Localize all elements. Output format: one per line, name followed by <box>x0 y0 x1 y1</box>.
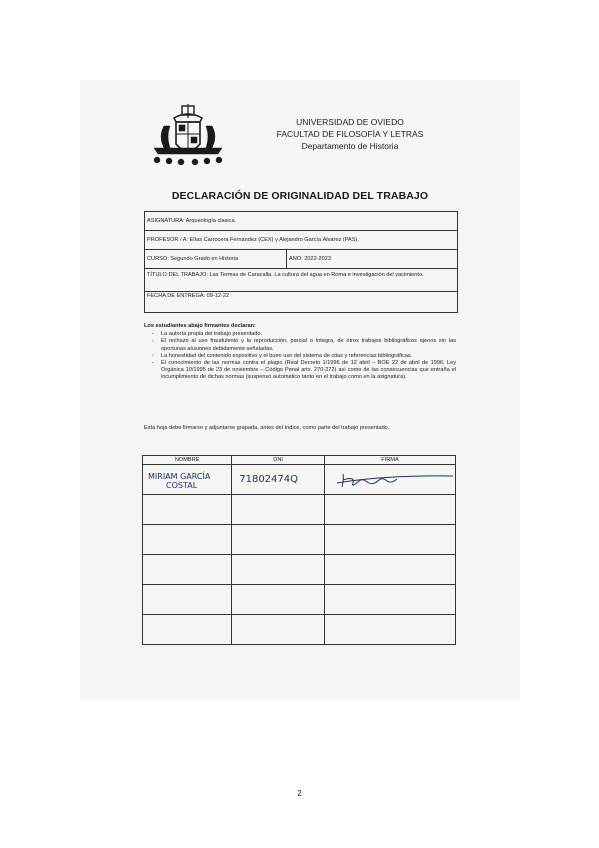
declaration-item: - El rechazo al uso fraudulento y la reproducción, parcial o íntegra, de otros trabajos bibliográficos ajenos sin las oportunas alusiones debidamente señaladas. <box>161 338 456 352</box>
firma-cell[interactable] <box>325 555 456 585</box>
nombre-cell[interactable] <box>143 585 232 615</box>
signature-header-row <box>143 456 456 465</box>
asignatura-field: ASIGNATURA: Arqueología clasica. <box>147 218 237 224</box>
signature-row[interactable] <box>143 465 456 495</box>
titulo-row <box>145 269 457 292</box>
profesor-field: PROFESOR / A: Elías Carrocera Fernández (CEX) y Alejandro García Álvarez (PAS). <box>147 237 359 243</box>
dni-cell[interactable] <box>232 555 325 585</box>
dni-cell[interactable] <box>232 495 325 525</box>
column-header-nombre: NOMBRE <box>143 456 232 465</box>
signature-row[interactable] <box>143 615 456 645</box>
column-header-firma: FIRMA <box>325 456 456 465</box>
firma-cell[interactable] <box>325 525 456 555</box>
nombre-cell[interactable] <box>143 615 232 645</box>
firma-cell[interactable] <box>325 585 456 615</box>
university-name: UNIVERSIDAD DE OVIEDO <box>296 117 404 127</box>
page-number: 2 <box>297 789 302 798</box>
anio-field: AÑO: 2022-2023 <box>289 256 331 262</box>
nombre-cell[interactable] <box>143 555 232 585</box>
fecha-field: FECHA DE ENTREGA: 09-12-22 <box>147 293 230 299</box>
column-header-dni: DNI <box>232 456 325 465</box>
instruction-note: Esta hoja debe firmarse y adjuntarse grapada, antes del índice, como parte del trabajo presentado. <box>144 425 390 431</box>
nombre-cell[interactable] <box>143 465 232 495</box>
signature-row[interactable] <box>143 525 456 555</box>
university-crest-logo <box>150 104 226 168</box>
signature-table <box>142 455 456 645</box>
declaration-item: - La honestidad del contenido expositivo y el buen uso del sistema de citas y referencias bibliográficas. <box>161 353 456 360</box>
declaration-heading: Los estudiantes abajo firmantes declaran: <box>144 323 256 329</box>
handwritten-dni: 71802474Q <box>239 474 299 485</box>
titulo-field: TÍTULO DEL TRABAJO: Las Termas de Caracalla. La cultura del agua en Roma e investigación del yacimiento. <box>147 272 424 278</box>
firma-cell[interactable] <box>325 465 456 495</box>
declaration-section <box>144 323 456 382</box>
signature-row[interactable] <box>143 495 456 525</box>
dni-cell[interactable] <box>232 465 325 495</box>
declaration-item: - El conocimiento de las normas contra el plagio (Real Decreto 1/1996 de 12 abril – BOE 22 de abril de 1996; Ley Orgánica 10/1995 de 23 de noviembre – Código Penal arts. 270-272) así como de las consecuencias que entraña el incumplimiento de dichas normas (suspenso automático tanto en el trabajo como en la asignatura). <box>161 360 456 382</box>
department-name: Departamento de Historia <box>301 141 399 151</box>
university-header <box>250 116 450 152</box>
fecha-row <box>145 292 457 312</box>
course-info-table <box>144 211 458 313</box>
document-title: DECLARACIÓN DE ORIGINALIDAD DEL TRABAJO <box>171 190 429 202</box>
firma-cell[interactable] <box>325 615 456 645</box>
signature-row[interactable] <box>143 585 456 615</box>
declaration-item: - La autoría propia del trabajo presentado. <box>161 331 456 338</box>
nombre-cell[interactable] <box>143 495 232 525</box>
firma-cell[interactable] <box>325 495 456 525</box>
declaration-list <box>144 331 456 381</box>
signature-row[interactable] <box>143 555 456 585</box>
curso-row <box>145 250 457 269</box>
asignatura-row <box>145 212 457 231</box>
handwritten-signature-icon <box>325 466 455 492</box>
profesor-row <box>145 231 457 250</box>
handwritten-name-line1: MIRIAM GARCÍA <box>148 471 211 481</box>
nombre-cell[interactable] <box>143 525 232 555</box>
curso-field: CURSO: Segundo Grado en Historia <box>145 250 287 268</box>
dni-cell[interactable] <box>232 615 325 645</box>
dni-cell[interactable] <box>232 525 325 555</box>
faculty-name: FACULTAD DE FILOSOFÍA Y LETRAS <box>276 129 424 139</box>
handwritten-name-line2: COSTAL <box>166 480 198 490</box>
dni-cell[interactable] <box>232 585 325 615</box>
